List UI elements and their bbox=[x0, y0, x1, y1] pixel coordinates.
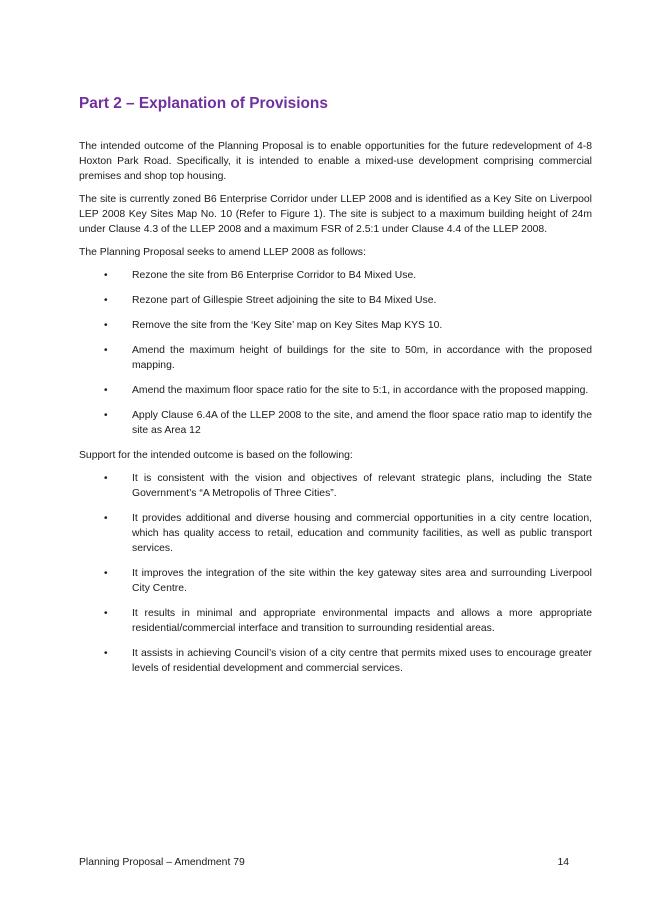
list-item bbox=[79, 471, 592, 501]
list-item-text: It is consistent with the vision and objectives of relevant strategic plans, including the State Government’s “A Metropolis of Three Cities”. bbox=[132, 473, 592, 499]
list-item-text: Rezone the site from B6 Enterprise Corridor to B4 Mixed Use. bbox=[132, 270, 417, 281]
bullet-icon: • bbox=[104, 568, 108, 579]
list-item-text: It assists in achieving Council’s vision of a city centre that permits mixed uses to encourage greater levels of residential development and commercial services. bbox=[132, 648, 592, 674]
list-item bbox=[79, 646, 592, 676]
bullet-icon: • bbox=[104, 608, 108, 619]
section-heading: Part 2 – Explanation of Provisions bbox=[79, 95, 328, 112]
bullet-icon: • bbox=[104, 648, 108, 659]
bullet-icon: • bbox=[104, 410, 108, 421]
list-item bbox=[79, 511, 592, 556]
list-item-text: It results in minimal and appropriate environmental impacts and allows a more appropriate residential/commercial interface and transition to surrounding residential areas. bbox=[132, 608, 592, 634]
list-item bbox=[79, 383, 592, 398]
list-item-text: Apply Clause 6.4A of the LLEP 2008 to the site, and amend the floor space ratio map to identify the site as Area 12 bbox=[132, 410, 592, 436]
bullet-icon: • bbox=[104, 513, 108, 524]
list-item bbox=[79, 293, 592, 308]
footer-title: Planning Proposal – Amendment 79 bbox=[79, 857, 245, 868]
list-item bbox=[79, 318, 592, 333]
list-item bbox=[79, 566, 592, 596]
list-item bbox=[79, 606, 592, 636]
list-item bbox=[79, 408, 592, 438]
list-item-text: It improves the integration of the site within the key gateway sites area and surrounding Liverpool City Centre. bbox=[132, 568, 592, 594]
paragraph-intended-outcome: The intended outcome of the Planning Proposal is to enable opportunities for the future redevelopment of 4-8 Hoxton Park Road. Specifically, it is intended to enable a mixed-use development comprising commercial premises and shop top housing. bbox=[79, 141, 592, 182]
paragraph-amend-intro: The Planning Proposal seeks to amend LLEP 2008 as follows: bbox=[79, 247, 366, 258]
bullet-icon: • bbox=[104, 270, 108, 281]
bullet-icon: • bbox=[104, 473, 108, 484]
list-item bbox=[79, 268, 592, 283]
list-item-text: Remove the site from the ‘Key Site’ map on Key Sites Map KYS 10. bbox=[132, 320, 443, 331]
amend-list bbox=[79, 268, 592, 438]
support-list bbox=[79, 471, 592, 676]
bullet-icon: • bbox=[104, 295, 108, 306]
list-item-text: It provides additional and diverse housing and commercial opportunities in a city centre location, which has quality access to retail, education and community facilities, as well as public transport services. bbox=[132, 513, 592, 554]
list-item-text: Rezone part of Gillespie Street adjoining the site to B4 Mixed Use. bbox=[132, 295, 437, 306]
list-item-text: Amend the maximum floor space ratio for the site to 5:1, in accordance with the proposed mapping. bbox=[132, 385, 589, 396]
page-number: 14 bbox=[557, 857, 569, 868]
paragraph-support-intro: Support for the intended outcome is based on the following: bbox=[79, 450, 353, 461]
paragraph-site-zoning: The site is currently zoned B6 Enterprise Corridor under LLEP 2008 and is identified as a Key Site on Liverpool LEP 2008 Key Sites Map No. 10 (Refer to Figure 1). The site is subject to a maximum building height of 24m under Clause 4.3 of the LLEP 2008 and a maximum FSR of 2.5:1 under Clause 4.4 of the LLEP 2008. bbox=[79, 194, 592, 235]
bullet-icon: • bbox=[104, 345, 108, 356]
list-item-text: Amend the maximum height of buildings for the site to 50m, in accordance with the proposed mapping. bbox=[132, 345, 592, 371]
list-item bbox=[79, 343, 592, 373]
bullet-icon: • bbox=[104, 385, 108, 396]
bullet-icon: • bbox=[104, 320, 108, 331]
page-content bbox=[79, 94, 592, 686]
